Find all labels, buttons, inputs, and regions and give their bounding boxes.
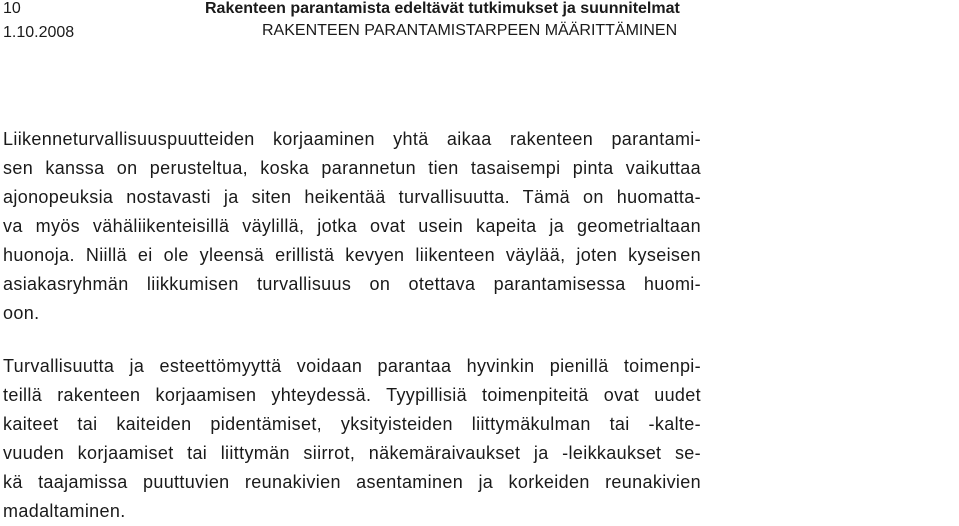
text-line: huonoja. Niillä ei ole yleensä erillistä kevyen liikenteen väylää, joten kyseisen <box>3 245 701 265</box>
page-header <box>0 0 959 44</box>
header-title: Rakenteen parantamista edeltävät tutkimukset ja suunnitelmat <box>205 0 680 17</box>
text-line: Turvallisuutta ja esteettömyyttä voidaan parantaa hyvinkin pienillä toimenpi- <box>3 356 701 376</box>
text-line: va myös vähäliikenteisillä väylillä, jotka ovat usein kapeita ja geometrialtaan <box>3 216 701 236</box>
text-line: Liikenneturvallisuuspuutteiden korjaaminen yhtä aikaa rakenteen parantami- <box>3 129 701 149</box>
text-line: vuuden korjaamiset tai liittymän siirrot, näkemäraivaukset ja -leikkaukset se- <box>3 443 701 463</box>
text-line: teillä rakenteen korjaamisen yhteydessä. Tyypillisiä toimenpiteitä ovat uudet <box>3 385 701 405</box>
text-line: oon. <box>3 303 40 323</box>
text-line: sen kanssa on perusteltua, koska parannetun tien tasaisempi pinta vaikuttaa <box>3 158 701 178</box>
header-subtitle: RAKENTEEN PARANTAMISTARPEEN MÄÄRITTÄMINEN <box>262 22 678 39</box>
paragraph-gap <box>3 328 701 352</box>
text-line: asiakasryhmän liikkumisen turvallisuus on otettava parantamisessa huomi- <box>3 274 701 294</box>
page-date: 1.10.2008 <box>3 24 75 41</box>
text-line: kaiteet tai kaiteiden pidentämiset, yksityisteiden liittymäkulman tai -kalte- <box>3 414 701 434</box>
text-line: kä taajamissa puuttuvien reunakivien asentaminen ja korkeiden reunakivien <box>3 472 701 492</box>
page-number: 10 <box>3 0 21 17</box>
text-line: madaltaminen. <box>3 501 126 521</box>
body-text <box>3 125 701 526</box>
paragraph-2 <box>3 352 701 526</box>
paragraph-1 <box>3 125 701 328</box>
text-line: ajonopeuksia nostavasti ja siten heikentää turvallisuutta. Tämä on huomatta- <box>3 187 701 207</box>
